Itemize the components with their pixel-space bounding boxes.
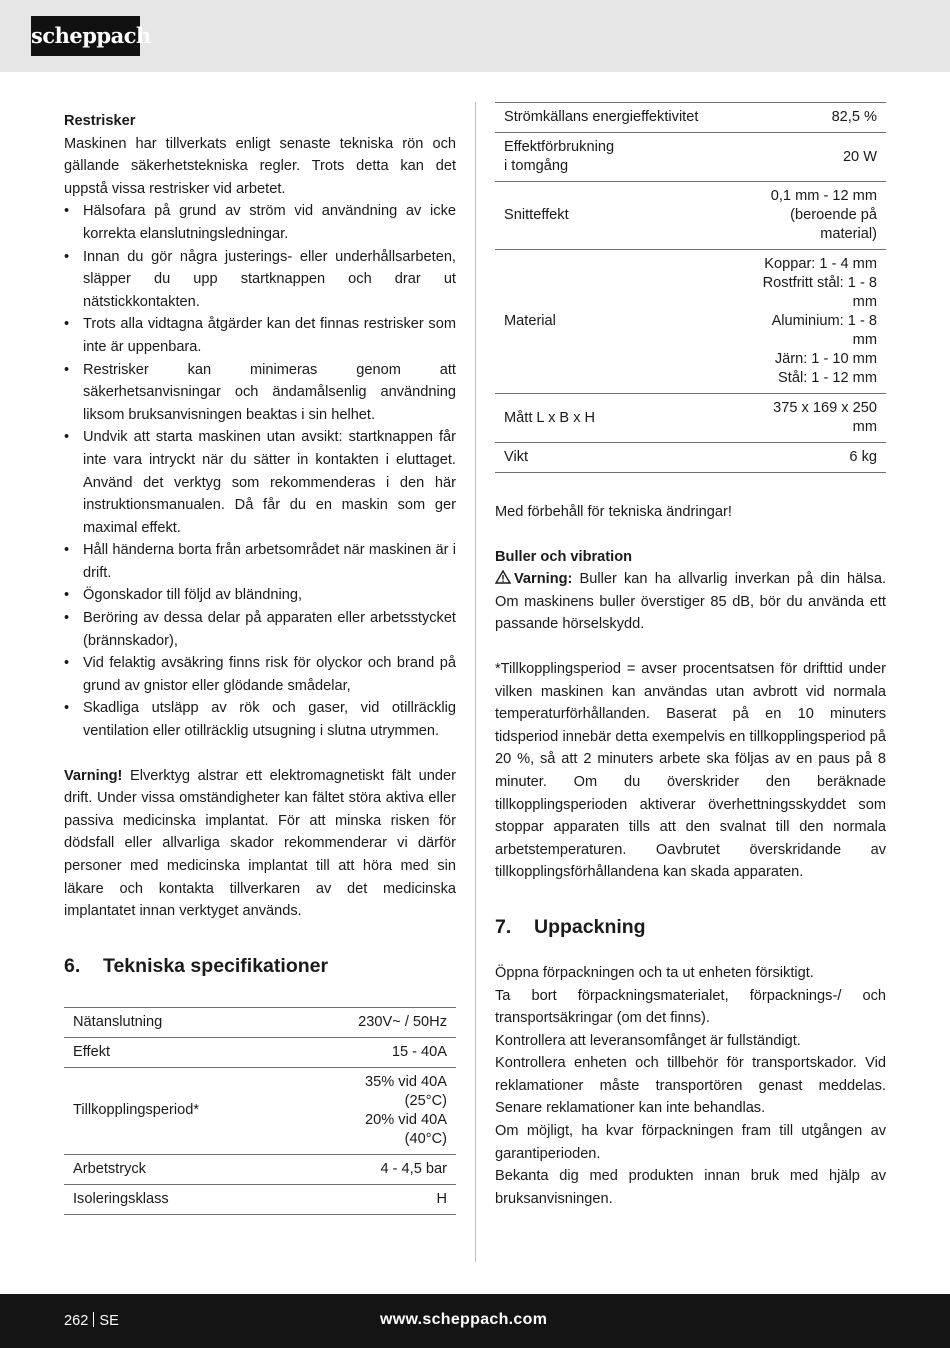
spec-label-line: Vikt (504, 449, 529, 465)
spec-value-line: (40°C) (404, 1130, 447, 1147)
column-divider (475, 102, 476, 1262)
spec-value-line: 82,5 % (831, 109, 877, 125)
unpack-step: Öppna förpackningen och ta ut enheten försiktigt. (495, 964, 814, 981)
spec-label (64, 1007, 289, 1037)
spec-value (736, 394, 886, 443)
unpack-step: Kontrollera att leveransomfånget är fullständigt. (495, 1032, 801, 1049)
spec-label-line: Strömkällans energieffektivitet (504, 109, 699, 125)
noise-warning-text: Buller kan ha allvarlig inverkan på din hälsa. Om maskinens buller överstiger 85 dB, bör du använda ett passande hörselskydd. (495, 571, 886, 633)
page-indicator (64, 1310, 119, 1332)
footer-url: www.scheppach.com (380, 1311, 548, 1328)
spec-label (64, 1067, 289, 1154)
spec-table-left (64, 1007, 456, 1215)
spec-value-line: Rostfritt stål: 1 - 8 (762, 275, 877, 291)
spec-value-line: 4 - 4,5 bar (380, 1160, 447, 1177)
spec-value (289, 1154, 456, 1184)
spec-value-line: 20% vid 40A (365, 1111, 447, 1128)
spec-label (64, 1037, 289, 1067)
spec-label (495, 443, 736, 473)
spec-label (495, 103, 736, 133)
warning-triangle-icon (495, 570, 511, 584)
risk-list-item: • Innan du gör några justerings- eller underhållsarbeten, släpper du upp startknappen och drar ut nätstickkontakten. (64, 246, 456, 314)
risk-list-item: • Restrisker kan minimeras genom att säkerhetsanvisningar och ändamålsenlig användning liksom bruksanvisningen beaktas i sin helhet. (64, 359, 456, 427)
risk-list-item: • Ögonskador till följd av bländning, (64, 584, 456, 607)
section-7-number: 7. (495, 915, 512, 938)
spec-value (289, 1067, 456, 1154)
spec-value (736, 250, 886, 394)
em-warning-label: Varning! (64, 767, 123, 784)
duty-cycle-note: *Tillkopplingsperiod = avser procentsatsen för drifttid under vilken maskinen kan användas utan avbrott vid normala temperaturförhållanden. Baserat på en 10 minuters tidsperiod innebär detta exempelvis en tillkopplingsperiod på 20 %, så att 2 minuters arbete ska följas av en paus på 8 minuter. Om du överskrider den beräknade tillkopplingsperioden aktiverar överhettningsskyddet som stoppar apparaten tills att den svalnat till den normala arbetstemperaturen. Oavbrutet överskridande av tillkopplingsförhållandena kan skada apparaten. (495, 660, 886, 881)
spec-label-line: i tomgång (504, 158, 569, 174)
section-6-title: Tekniska specifikationer (103, 954, 329, 977)
spec-value-line: Aluminium: 1 - 8 (771, 313, 877, 329)
risks-list (64, 200, 456, 742)
noise-warning-label: Varning: (514, 571, 573, 588)
unpacking-instructions (495, 962, 886, 1211)
spec-label-line: Snitteffekt (504, 207, 569, 223)
unpack-step: Kontrollera enheten och tillbehör för transportskador. Vid reklamationer måste transportören genast meddelas. Senare reklamationer kan inte behandlas. (495, 1055, 886, 1117)
section-6-number: 6. (64, 954, 81, 977)
spec-label-line: Effekt (73, 1043, 111, 1060)
spec-value-line: Järn: 1 - 10 mm (774, 351, 877, 367)
spec-label (64, 1184, 289, 1214)
risk-list-item: • Hälsofara på grund av ström vid användning av icke korrekta elanslutningsledningar. (64, 200, 456, 245)
spec-label-line: Material (504, 313, 556, 329)
spec-value (736, 103, 886, 133)
spec-row (495, 250, 886, 394)
brand-logo: scheppach (31, 16, 140, 56)
unpack-step: Ta bort förpackningsmaterialet, förpacknings-/ och transportsäkringar (om det finns). (495, 987, 886, 1027)
em-warning-text: Elverktyg alstrar ett elektromagnetiskt fält under drift. Under vissa omständigheter kan fältet störa aktiva eller passiva medicinska implantat. För att minska risken för dödsfall eller allvarliga skador rekommenderar vi därför personer med medicinska implantat till att höra med sin läkare och kontakta tillverkaren av det medicinska implantatet innan verktyget används. (64, 767, 456, 920)
page-language: SE (99, 1313, 119, 1329)
spec-value-line: 20 W (842, 148, 877, 165)
spec-value-line: 0,1 mm - 12 mm (770, 188, 877, 204)
right-column (495, 102, 886, 1210)
unpack-step: Om möjligt, ha kvar förpackningen fram till utgången av garantiperioden. (495, 1123, 886, 1162)
spec-row (64, 1154, 456, 1184)
spec-label-line: Arbetstryck (73, 1160, 146, 1177)
risk-list-item: • Skadliga utsläpp av rök och gaser, vid otillräcklig ventilation eller otillräcklig utsugning i slutna utrymmen. (64, 697, 456, 742)
spec-row (495, 133, 886, 182)
spec-table-right (495, 102, 886, 473)
spec-value-line: H (436, 1190, 447, 1207)
spec-row (64, 1184, 456, 1214)
left-column (64, 110, 456, 1215)
risk-list-item: • Beröring av dessa delar på apparaten eller arbetsstycket (brännskador), (64, 607, 456, 652)
spec-row (64, 1067, 456, 1154)
risk-list-item: • Trots alla vidtagna åtgärder kan det finnas restrisker som inte är uppenbara. (64, 313, 456, 358)
spec-value-line: Koppar: 1 - 4 mm (764, 256, 877, 272)
spec-value-line: mm (852, 419, 877, 435)
section-6-heading (64, 953, 456, 979)
risk-list-item: • Vid felaktig avsäkring finns risk för olyckor och brand på grund av gnistor eller glödande smådelar, (64, 652, 456, 697)
spec-row (64, 1007, 456, 1037)
spec-label-line: Mått L x B x H (504, 409, 596, 426)
page-header (0, 0, 950, 72)
spec-row (495, 103, 886, 133)
page-number: 262 (64, 1313, 89, 1329)
noise-title: Buller och vibration (495, 548, 633, 565)
spec-label (495, 133, 736, 182)
spec-value (736, 133, 886, 182)
spec-label-line: Effektförbrukning (504, 139, 615, 155)
spec-value (289, 1184, 456, 1214)
spec-label (64, 1154, 289, 1184)
unpack-step: Bekanta dig med produkten innan bruk med hjälp av bruksanvisningen. (495, 1168, 886, 1207)
spec-label (495, 182, 736, 250)
spec-value-line: 35% vid 40A (365, 1073, 447, 1090)
spec-value (736, 443, 886, 473)
spec-value-line: material) (820, 226, 877, 242)
risk-list-item: • Håll händerna borta från arbetsområdet när maskinen är i drift. (64, 539, 456, 584)
spec-label-line: Tillkopplingsperiod* (73, 1102, 200, 1119)
spec-row (495, 443, 886, 473)
spec-value (736, 182, 886, 250)
spec-value-line: 230V~ / 50Hz (358, 1013, 447, 1030)
spec-value (289, 1007, 456, 1037)
spec-row (495, 182, 886, 250)
spec-label-line: Nätanslutning (73, 1013, 163, 1030)
spec-value-line: 15 - 40A (391, 1043, 447, 1060)
noise-warning (495, 568, 886, 636)
spec-value-line: 6 kg (849, 449, 877, 465)
risks-intro: Maskinen har tillverkats enligt senaste tekniska rön och gällande säkerhetstekniska regler. Trots detta kan det uppstå vissa restrisker vid arbetet. (64, 135, 456, 197)
em-warning (64, 765, 456, 923)
reservation-note: Med förbehåll för tekniska ändringar! (495, 504, 732, 520)
risk-list-item: • Undvik att starta maskinen utan avsikt: startknappen får inte vara intryckt när du sätter in kontakten i eluttaget. Använd det verktyg som rekommenderas i den här instruktionsmanualen. Då får du en maskin som ger maximal effekt. (64, 426, 456, 539)
spec-value-line: (25°C) (404, 1092, 447, 1109)
spec-label (495, 394, 736, 443)
spec-row (64, 1037, 456, 1067)
spec-value-line: mm (852, 294, 877, 310)
section-7-heading (495, 914, 886, 940)
section-7-title: Uppackning (534, 915, 646, 938)
spec-label (495, 250, 736, 394)
spec-value-line: (beroende på (790, 207, 877, 223)
page-footer (0, 1294, 950, 1348)
spec-value-line: 375 x 169 x 250 (773, 400, 877, 416)
spec-value (289, 1037, 456, 1067)
spec-value-line: mm (852, 332, 877, 348)
spec-label-line: Isoleringsklass (73, 1190, 169, 1207)
spec-value-line: Stål: 1 - 12 mm (778, 370, 877, 386)
spec-row (495, 394, 886, 443)
risks-title: Restrisker (64, 113, 136, 129)
